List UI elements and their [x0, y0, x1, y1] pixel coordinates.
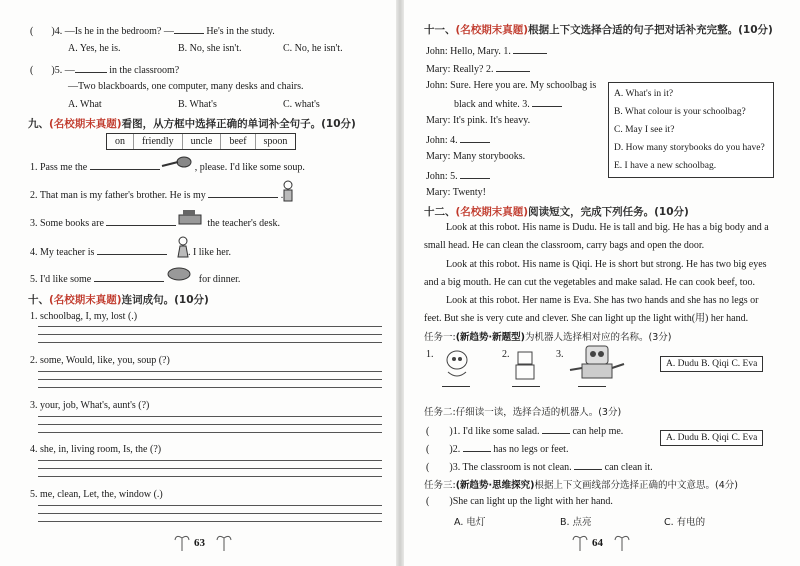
page-left: [0, 0, 398, 566]
dialog-line-5: John: 4.: [426, 133, 490, 147]
task-3-option-a: A. 电灯: [454, 517, 486, 528]
answer-blank[interactable]: [90, 160, 160, 170]
answer-blank[interactable]: [460, 133, 490, 143]
answer-blank[interactable]: [496, 62, 530, 72]
dialog-line-6: Mary: Many storybooks.: [426, 151, 526, 162]
answer-blank[interactable]: [106, 216, 176, 226]
dialog-options-box: [608, 82, 774, 178]
passage-line-5: Look at this robot. Her name is Eva. She has two hands and she has no legs or: [446, 295, 759, 306]
dialog-line-1: John: Hello, Mary. 1.: [426, 44, 547, 58]
task-3-heading: 任务三:(新趋势·思维探究)根据上下文画线部分选择正确的中文意思。(4分): [424, 480, 738, 491]
writing-line[interactable]: [38, 424, 382, 425]
writing-line[interactable]: [38, 387, 382, 388]
section-12-heading: 十二、(名校期末真题)阅读短文，完成下列任务。(10分): [424, 206, 689, 218]
q4-option-b: B. No, she isn't.: [178, 43, 242, 54]
passage-line-6: feet. But she is very cute and clever. She can light up the light with(用) her hand.: [424, 313, 749, 324]
page-number-right: 64: [592, 537, 603, 549]
writing-line[interactable]: [38, 505, 382, 506]
writing-line[interactable]: [38, 513, 382, 514]
answer-blank[interactable]: [574, 460, 602, 470]
s10-item-2: 2. some, Would, like, you, soup (?): [30, 355, 170, 366]
books-on-desk-icon: [178, 209, 202, 225]
answer-blank[interactable]: [97, 245, 167, 255]
section-10-heading: 十、(名校期末真题)连词成句。(10分): [28, 294, 209, 306]
q5-option-a: A. What: [68, 99, 102, 110]
dialog-line-4: Mary: It's pink. It's heavy.: [426, 115, 531, 126]
answer-blank[interactable]: [442, 386, 470, 387]
dialog-option-b: B. What colour is your schoolbag?: [614, 107, 746, 117]
dialog-line-8: Mary: Twenty!: [426, 187, 486, 198]
dialog-option-c: C. May I see it?: [614, 125, 675, 135]
answer-blank[interactable]: [578, 386, 606, 387]
teacher-icon: [176, 236, 190, 258]
s9-item-2: 2. That man is my father's brother. He is my .: [30, 190, 284, 201]
robot-2-number: 2.: [502, 349, 510, 360]
page-right: [402, 0, 800, 566]
section-9-heading: 九、(名校期末真题)看图，从方框中选择正确的单词补全句子。(10分): [28, 118, 356, 130]
answer-blank[interactable]: [512, 386, 540, 387]
s10-item-4: 4. she, in, living room, Is, the (?): [30, 444, 162, 455]
task-1-heading: 任务一:(新趋势·新题型)为机器人选择相对应的名称。(3分): [424, 332, 672, 343]
task-2-item-1: ( )1. I'd like some salad. can help me.: [426, 426, 624, 437]
s9-item-4: 4. My teacher is . I like her.: [30, 247, 231, 258]
robot-dudu-icon: [568, 344, 626, 384]
word-uncle: uncle: [183, 134, 222, 149]
writing-line[interactable]: [38, 326, 382, 327]
writing-line[interactable]: [38, 416, 382, 417]
task-2-item-3: ( )3. The classroom is not clean. can clean it.: [426, 462, 653, 473]
writing-line[interactable]: [38, 432, 382, 433]
word-bank: [106, 133, 296, 150]
robot-names-box-1: A. Dudu B. Qiqi C. Eva: [660, 356, 763, 372]
answer-blank[interactable]: [75, 63, 107, 73]
page-number-left: 63: [194, 537, 205, 549]
s9-item-5: 5. I'd like some for dinner.: [30, 274, 241, 285]
task-3-sentence: ( )She can light up the light with her hand.: [426, 496, 613, 507]
palm-ornament-icon: [614, 532, 630, 552]
passage-line-4: and a big mouth. He can cut the vegetables and make salad. He can cook beef, too.: [424, 277, 755, 288]
robot-names-box-2: A. Dudu B. Qiqi C. Eva: [660, 430, 763, 446]
answer-blank[interactable]: [463, 442, 491, 452]
beef-icon: [166, 265, 192, 281]
word-spoon: spoon: [263, 136, 288, 147]
s9-item-1: 1. Pass me the , please. I'd like some soup.: [30, 162, 305, 173]
answer-blank[interactable]: [542, 424, 570, 434]
question-4: ( )4. —Is he in the bedroom? — He's in the study.: [30, 26, 275, 37]
question-5: ( )5. — in the classroom?: [30, 65, 180, 76]
q4-option-c: C. No, he isn't.: [283, 43, 343, 54]
dialog-line-3b: black and white. 3.: [454, 97, 562, 111]
palm-ornament-icon: [216, 532, 232, 552]
s10-item-1: 1. schoolbag, I, my, lost (.): [30, 311, 138, 322]
section-11-heading: 十一、(名校期末真题)根据上下文选择合适的句子把对话补充完整。(10分): [424, 24, 773, 36]
robot-qiqi-icon: [512, 350, 538, 382]
q5-option-c: C. what's: [283, 99, 320, 110]
passage-line-1: Look at this robot. His name is Dudu. He is tall and big. He has a big body and a: [446, 222, 769, 233]
s10-item-3: 3. your, job, What's, aunt's (?): [30, 400, 150, 411]
robot-3-number: 3.: [556, 349, 564, 360]
task-3-option-b: B. 点亮: [560, 517, 592, 528]
dialog-option-a: A. What's in it?: [614, 89, 674, 99]
s9-item-3: 3. Some books are the teacher's desk.: [30, 218, 280, 229]
task-2-heading: 任务二:仔细读一读，选择合适的机器人。(3分): [424, 407, 622, 418]
writing-line[interactable]: [38, 521, 382, 522]
word-on: on: [107, 134, 134, 149]
answer-blank[interactable]: [532, 97, 562, 107]
q4-option-a: A. Yes, he is.: [68, 43, 121, 54]
man-icon: [282, 180, 294, 202]
s10-item-5: 5. me, clean, Let, the, window (.): [30, 489, 163, 500]
writing-line[interactable]: [38, 371, 382, 372]
answer-blank[interactable]: [174, 24, 204, 34]
writing-line[interactable]: [38, 342, 382, 343]
answer-blank[interactable]: [94, 272, 164, 282]
answer-blank[interactable]: [513, 44, 547, 54]
robot-1-number: 1.: [426, 349, 434, 360]
dialog-line-2: Mary: Really? 2.: [426, 62, 530, 76]
writing-line[interactable]: [38, 476, 382, 477]
passage-line-2: small head. He can clean the classroom, carry bags and open the door.: [424, 240, 705, 251]
word-friendly: friendly: [134, 134, 183, 149]
dialog-line-7: John: 5.: [426, 169, 490, 183]
writing-line[interactable]: [38, 379, 382, 380]
robot-eva-icon: [442, 348, 472, 382]
palm-ornament-icon: [174, 532, 190, 552]
answer-blank[interactable]: [460, 169, 490, 179]
task-3-option-c: C. 有电的: [664, 517, 706, 528]
palm-ornament-icon: [572, 532, 588, 552]
dialog-option-d: D. How many storybooks do you have?: [614, 143, 765, 153]
spoon-icon: [160, 154, 192, 170]
passage-line-3: Look at this robot. His name is Qiqi. He is short but strong. He has two big eyes: [446, 259, 767, 270]
q5-option-b: B. What's: [178, 99, 217, 110]
dialog-line-3: John: Sure. Here you are. My schoolbag is: [426, 80, 597, 91]
task-2-item-2: ( )2. has no legs or feet.: [426, 444, 569, 455]
writing-line[interactable]: [38, 334, 382, 335]
q5-reply: —Two blackboards, one computer, many desks and chairs.: [68, 81, 304, 92]
writing-line[interactable]: [38, 460, 382, 461]
word-beef: beef: [221, 134, 255, 149]
dialog-option-e: E. I have a new schoolbag.: [614, 161, 717, 171]
answer-blank[interactable]: [208, 188, 278, 198]
writing-line[interactable]: [38, 468, 382, 469]
